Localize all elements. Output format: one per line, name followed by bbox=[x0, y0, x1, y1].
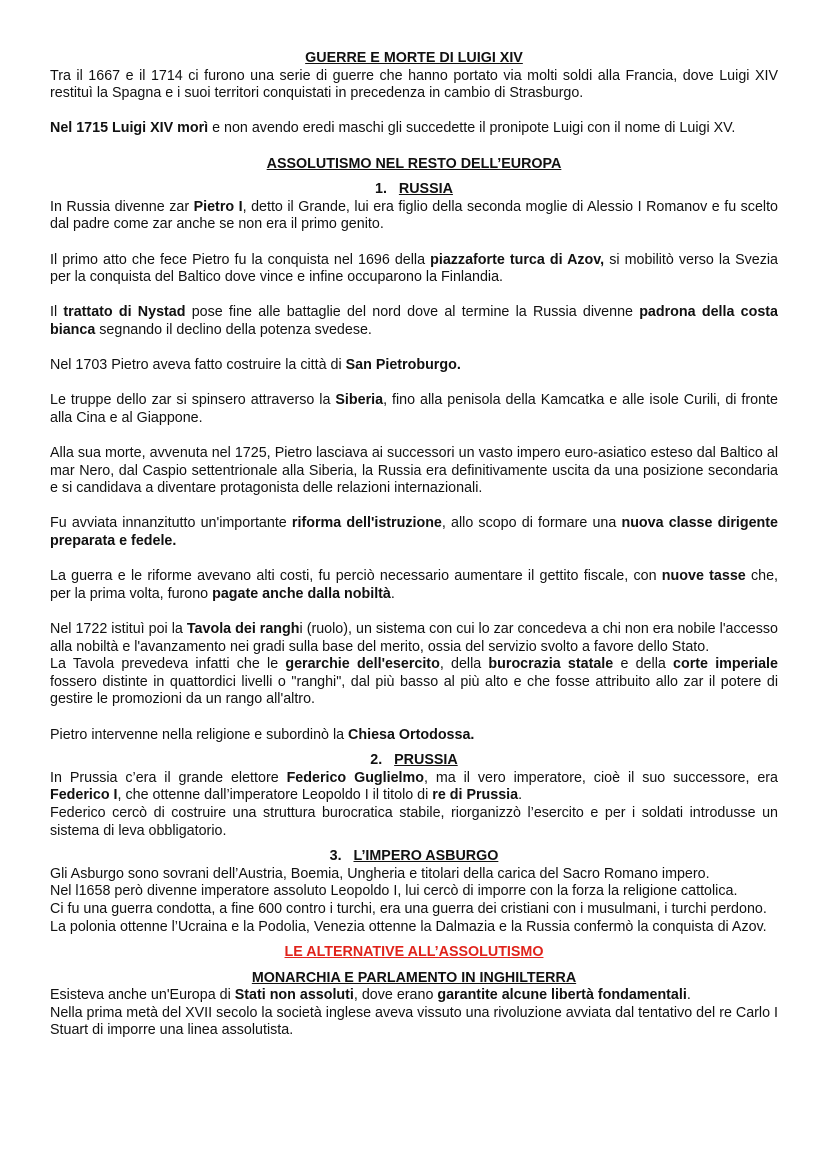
paragraph bbox=[50, 621, 778, 656]
number: 2. bbox=[370, 752, 383, 769]
paragraph: Nel l1658 però divenne imperatore assoluto Leopoldo I, lui cercò di imporre con la forza la religione cattolica. bbox=[50, 883, 738, 900]
text: , allo scopo di formare una bbox=[441, 515, 622, 532]
bold-text: trattato di Nystad bbox=[63, 304, 186, 321]
bold-text: Tavola dei rangh bbox=[186, 621, 300, 637]
number: 1. bbox=[375, 181, 387, 198]
paragraph bbox=[50, 252, 778, 287]
paragraph: Nella prima metà del XVII secolo la società inglese aveva vissuto una rivoluzione avviata dal tentativo del re Carlo I Stuart di imporre una linea assolutista. bbox=[50, 1004, 778, 1039]
text: pose fine alle battaglie del nord dove al termine la Russia divenne bbox=[185, 304, 640, 321]
paragraph bbox=[50, 656, 778, 709]
bold-text: padrona della costa bianca bbox=[50, 304, 778, 338]
bold-text: Chiesa Ortodossa. bbox=[348, 726, 475, 743]
text: La guerra e le riforme avevano alti costi, fu perciò necessario aumentare il gettito fiscale, con bbox=[50, 568, 662, 585]
bold-text: Nel 1715 Luigi XIV morì bbox=[50, 120, 209, 137]
paragraph bbox=[50, 304, 778, 339]
paragraph bbox=[50, 357, 778, 375]
text: e non avendo eredi maschi gli succedette il pronipote Luigi con il nome di Luigi XV. bbox=[208, 120, 736, 137]
bold-text: Siberia bbox=[335, 392, 384, 409]
title: L’IMPERO ASBURGO bbox=[353, 848, 499, 865]
text: e della bbox=[613, 656, 674, 673]
text: Fu avviata innanzitutto un'importante bbox=[50, 515, 292, 532]
paragraph bbox=[50, 568, 778, 603]
bold-text: re di Prussia bbox=[432, 787, 519, 804]
bold-text: San Pietroburgo. bbox=[345, 357, 461, 374]
text: , detto il Grande, lui era figlio della seconda moglie di Alessio I Romanov e fu scelto dal padre come zar anche se non era il primo genito. bbox=[50, 198, 778, 233]
bold-text: corte imperiale bbox=[673, 656, 778, 673]
text: Pietro intervenne nella religione e subordinò la bbox=[50, 726, 349, 743]
title: RUSSIA bbox=[398, 181, 453, 198]
text: , fino alla penisola della Kamcatka e alle isole Curili, di fronte alla Cina e al Giappone. bbox=[50, 392, 778, 426]
text: i (ruolo), un sistema con cui lo zar concedeva a chi non era nobile l'accesso alla nobiltà e l'avanzamento nei gradi sulla base del merito, ossia del servizio svolto a favore dello Stato. bbox=[50, 621, 778, 655]
number: 3. bbox=[329, 848, 342, 865]
text: In Prussia c’era il grande elettore bbox=[50, 769, 287, 786]
text: La Tavola prevedeva infatti che le bbox=[50, 656, 286, 673]
paragraph: Ci fu una guerra condotta, a fine 600 contro i turchi, era una guerra dei cristiani con i musulmani, i turchi perdono. bbox=[50, 900, 767, 917]
bold-text: nuova classe dirigente preparata e fedele. bbox=[50, 515, 778, 550]
paragraph bbox=[50, 515, 778, 550]
paragraph bbox=[50, 727, 778, 745]
document-page bbox=[50, 50, 778, 1040]
paragraph bbox=[50, 199, 778, 234]
paragraph bbox=[50, 770, 778, 805]
text: Le truppe dello zar si spinsero attraverso la bbox=[50, 392, 336, 409]
text: Esisteva anche un'Europa di bbox=[50, 987, 235, 1004]
text: , della bbox=[439, 656, 489, 673]
text: Il primo atto che fece Pietro fu la conquista nel 1696 della bbox=[50, 251, 431, 268]
paragraph: Federico cercò di costruire una struttura burocratica stabile, riorganizzò l’esercito e per i soldati introdusse un sistema di leva obbligatorio. bbox=[50, 804, 778, 839]
section-title-guerre: GUERRE E MORTE DI LUIGI XIV bbox=[305, 50, 523, 66]
paragraph bbox=[50, 987, 778, 1005]
bold-text: Pietro I bbox=[193, 198, 243, 215]
text: segnando il declino della potenza svedese. bbox=[95, 321, 372, 338]
text: , che ottenne dall’imperatore Leopoldo I il titolo di bbox=[117, 787, 433, 804]
text: , dove erano bbox=[353, 987, 438, 1004]
bold-text: pagate anche dalla nobiltà bbox=[212, 585, 391, 602]
bold-text: riforma dell'istruzione bbox=[291, 515, 442, 532]
title: PRUSSIA bbox=[394, 752, 458, 769]
text: che, per la prima volta, furono bbox=[50, 568, 779, 602]
text: . bbox=[518, 787, 523, 804]
text: Nel 1722 istituì poi la bbox=[50, 621, 187, 637]
text: In Russia divenne zar bbox=[50, 198, 194, 215]
section-title-inghilterra: MONARCHIA E PARLAMENTO IN INGHILTERRA bbox=[251, 969, 577, 986]
bold-text: nuove tasse bbox=[661, 568, 746, 585]
bold-text: Federico Guglielmo bbox=[286, 769, 424, 786]
paragraph: La polonia ottenne l’Ucraina e la Podolia, Venezia ottenne la Dalmazia e la Russia confermò la conquista di Azov. bbox=[50, 918, 767, 935]
paragraph bbox=[50, 392, 778, 427]
text: fossero distinte in quattordici livelli o "ranghi", dal più basso al più alto e che fosse attribuito allo zar il potere di gestire le promozioni da un rango all'altro. bbox=[50, 673, 778, 708]
bold-text: piazzaforte turca di Azov, bbox=[430, 251, 605, 268]
text: , ma il vero imperatore, cioè il suo successore, era bbox=[423, 769, 778, 786]
subsection-title-asburgo bbox=[50, 848, 778, 866]
bold-text: burocrazia statale bbox=[488, 656, 614, 673]
text: . bbox=[390, 585, 395, 602]
paragraph: Alla sua morte, avvenuta nel 1725, Pietro lasciava ai successori un vasto impero euro-asiatico esteso dal Baltico al mar Nero, dal Caspio settentrionale alla Siberia, la Russia era definitivamente uscita da una posizione secondaria e si candidava a diventare protagonista delle relazioni internazionali. bbox=[50, 445, 778, 497]
bold-text: Federico I bbox=[50, 787, 118, 804]
paragraph bbox=[50, 120, 778, 138]
bold-text: garantite alcune libertà fondamentali bbox=[437, 987, 687, 1004]
text: . bbox=[686, 987, 691, 1004]
section-title-alternative: LE ALTERNATIVE ALL’ASSOLUTISMO bbox=[284, 944, 544, 961]
bold-text: gerarchie dell'esercito bbox=[285, 656, 440, 673]
text: si mobilitò verso la Svezia per la conquista del Baltico dove vince e infine occuparono la Finlandia. bbox=[50, 251, 778, 286]
bold-text: Stati non assoluti bbox=[234, 987, 354, 1004]
section-title-assolutismo: ASSOLUTISMO NEL RESTO DELL’EUROPA bbox=[266, 155, 562, 172]
paragraph: Tra il 1667 e il 1714 ci furono una serie di guerre che hanno portato via molti soldi alla Francia, dove Luigi XIV restituì la Spagna e i suoi territori conquistati in precedenza in cambio di Strasburgo. bbox=[50, 67, 778, 102]
subsection-title-russia bbox=[50, 181, 778, 199]
subsection-title-prussia bbox=[50, 752, 778, 770]
text: Il bbox=[50, 304, 64, 321]
text: Nel 1703 Pietro aveva fatto costruire la città di bbox=[50, 357, 346, 374]
paragraph: Gli Asburgo sono sovrani dell’Austria, Boemia, Ungheria e titolari della carica del Sacro Romano impero. bbox=[50, 865, 710, 882]
